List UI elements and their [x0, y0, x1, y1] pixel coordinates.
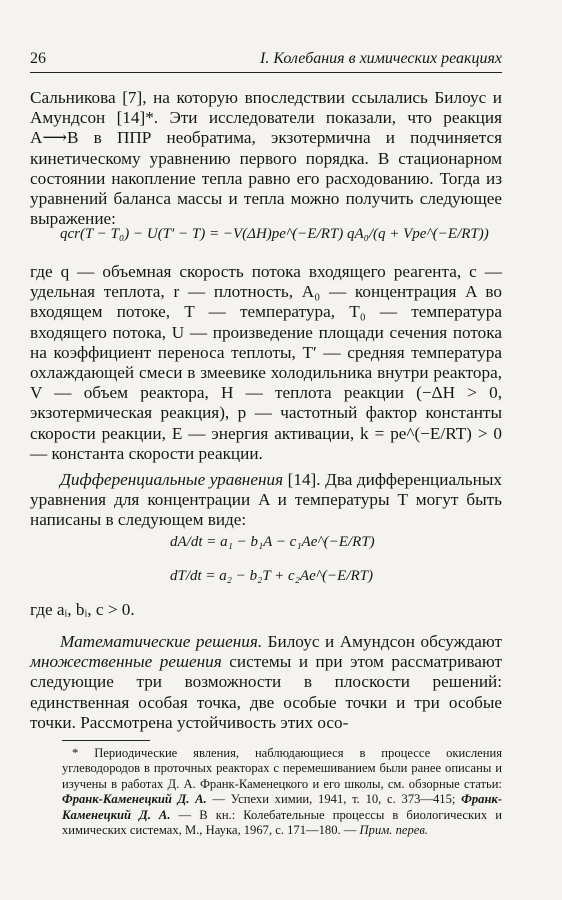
paragraph-text: [14]. Два дифференциальных уравнения для концентрации A и температуры T могут быть написаны в следующем виде:: [30, 470, 502, 530]
section-title-differential-equations: Дифференциальные уравнения: [60, 470, 284, 489]
paragraph-text: системы и при этом рассматривают следующие три возможности в плоскости решений: единственная особая точка, две особые точки и три особые точки. Рассмотрена устойчивость этих осо-: [30, 652, 502, 732]
paragraph-text: Билоус и Амундсон обсуждают: [262, 632, 503, 651]
paragraph-intro: Сальникова [7], на которую впоследствии ссылались Билоус и Амундсон [14]*. Эти исследователи показали, что реакция A⟶B в ППР необратима, экзотермична и подчиняется кинетическому уравнению первого порядка. В стационарном состоянии накопление тепла равно его расходованию. Тогда из уравнений баланса массы и тепла можно получить следующее выражение:: [30, 88, 502, 229]
paragraph-differential-equations: [30, 470, 502, 531]
running-title: I. Колебания в химических реакциях: [259, 50, 502, 67]
paragraph-definitions: где q — объемная скорость потока входящего реагента, c — удельная теплота, r — плотность, A₀ — концентрация A во входящем потоке, T — температура, T₀ — температура входящего потока, U — произведение площади сечения потока на коэффициент переноса теплоты, T′ — средняя температура охлаждающей смеси в змеевике холодильника внутри реактора, V — объем реактора, H — теплота реакции (−ΔH > 0, экзотермическая реакция), p — частотный фактор константы скорости реакции, E — энергия активации, k = pe^(−E/RT) > 0 — константа скорости реакции.: [30, 262, 502, 463]
page-number: 26: [30, 50, 46, 67]
translator-note: Прим. перев.: [359, 823, 428, 838]
footnote: [62, 746, 502, 838]
equation-dT-dt: dT/dt = a₂ − b₂T + c₂Ae^(−E/RT): [170, 568, 374, 584]
footnote-reference: Франк-Каменецкий Д. А.: [62, 792, 503, 822]
equation-heat-balance: qcr(T − T₀) − U(T′ − T) = −V(ΔH)pe^(−E/RT) qA₀/(q + Vpe^(−E/RT)): [60, 226, 489, 242]
footnote-text: * Периодические явления, наблюдающиеся в процессе окисления углеводородов в проточных реакторах с перемешиванием были ранее описаны и изучены в работах Д. А. Франк-Каменецкого и его школы, см. обзорные статьи:: [62, 746, 502, 791]
footnote-text: — В кн.: Колебательные процессы в биологических и химических системах, М., Наука, 1967, с. 171—180. —: [62, 807, 502, 838]
footnote-reference: Франк-Каменецкий Д. А.: [62, 792, 207, 807]
equation-dA-dt: dA/dt = a₁ − b₁A − c₁Ae^(−E/RT): [170, 534, 375, 550]
page-header: [30, 50, 502, 73]
emphasis-text: множественные решения: [30, 652, 222, 672]
paragraph-conditions: где aᵢ, bᵢ, c > 0.: [30, 600, 135, 619]
footnote-text: — Успехи химии, 1941, т. 10, с. 373—415;: [206, 792, 462, 807]
footnote-divider: [62, 740, 150, 741]
paragraph-mathematical-solutions: [30, 632, 502, 733]
section-title-mathematical-solutions: Математические решения.: [60, 632, 263, 651]
